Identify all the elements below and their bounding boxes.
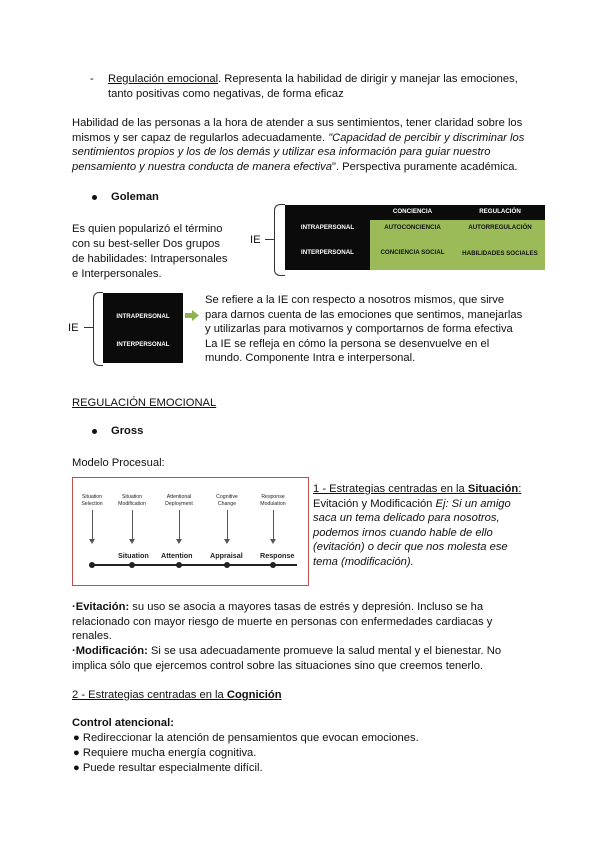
strategy-1-example-line: tema (modificación). <box>313 555 414 568</box>
stage-response: Response <box>260 551 295 560</box>
modificacion-paragraph <box>72 644 528 673</box>
strategy-1-example-line: (evitación) o decir que nos molesta ese <box>313 541 508 553</box>
ie-box-interpersonal: INTERPERSONAL <box>116 341 170 348</box>
strategy-1 <box>313 482 528 569</box>
cell-autorregulacion: AUTORREGULACIÓN <box>455 220 545 238</box>
regulacion-heading: REGULACIÓN EMOCIONAL <box>72 397 217 409</box>
row-header-intrapersonal: INTRAPERSONAL <box>285 220 370 238</box>
col-header-regulacion: REGULACIÓN <box>455 205 545 220</box>
goleman-description <box>72 222 237 282</box>
ie-description <box>205 293 529 366</box>
ie-box-intrapersonal: INTRAPERSONAL <box>116 313 170 320</box>
goleman-brace <box>274 204 285 276</box>
evitacion-label: ·Evitación: <box>72 601 130 613</box>
down-arrow-icon <box>179 510 180 540</box>
list-item: ● Redireccionar la atención de pensamientos que evocan emociones. <box>73 732 419 744</box>
diagram-label-cognitive-change: Cognitive Change <box>216 494 238 507</box>
diagram-label-response-modulation: Response Modulation <box>260 494 286 507</box>
down-arrow-icon <box>132 510 133 540</box>
cell-autoconciencia: AUTOCONCIENCIA <box>370 220 455 238</box>
timeline-dot <box>89 562 95 568</box>
down-arrow-icon <box>273 510 274 540</box>
brace-tick <box>84 327 93 328</box>
gross-process-diagram <box>72 477 309 586</box>
habilidad-line1: Habilidad de las personas a la hora de atender a sus sentimientos, tener claridad sobre los <box>72 117 523 129</box>
arrow-right-icon <box>185 310 199 321</box>
diagram-label-situation-selection: Situation Selection <box>81 494 103 507</box>
col-header-conciencia: CONCIENCIA <box>370 205 455 220</box>
bullet-icon <box>92 429 97 434</box>
strategy-1-line2: Evitación y Modificación <box>313 497 436 510</box>
cell-habilidades-sociales: HABILIDADES SOCIALES <box>455 238 545 270</box>
table-corner <box>285 205 370 220</box>
goleman-desc-line: Es quien popularizó el término <box>72 223 223 235</box>
strategy-1-title-bold: Situación <box>467 483 519 495</box>
habilidad-line4: pensamiento y nuestra conducta de manera efectiva <box>72 160 332 173</box>
goleman-heading <box>92 190 159 205</box>
habilidad-quote-start: "Capacidad de percibir y discriminar los <box>328 131 525 144</box>
goleman-desc-line: e Interpersonales. <box>72 268 162 280</box>
gross-heading <box>92 424 143 439</box>
down-arrow-icon <box>92 510 93 540</box>
stage-appraisal: Appraisal <box>210 551 243 560</box>
intro-term: Regulación emocional <box>108 73 219 85</box>
modificacion-line2: implica sólo que ejercemos control sobre las situaciones sino que creemos tenerlo. <box>72 659 484 672</box>
strategy-2-title <box>72 688 282 703</box>
brace-tick <box>265 239 274 240</box>
modificacion-line1: Si se usa adecuadamente promueve la salud mental y el bienestar. No <box>147 645 502 657</box>
ie-desc-line: La IE se refleja en cómo la persona se desenvuelve en el <box>205 337 490 350</box>
ie-desc-line: para darnos cuenta de las emociones que sentimos, manejarlas <box>205 308 523 321</box>
stage-situation: Situation <box>118 551 149 560</box>
goleman-desc-line: de habilidades: Intrapersonales <box>72 253 228 265</box>
ie-desc-line: y utilizarlas para motivarnos y comportarnos de forma efectiva <box>205 323 513 335</box>
evitacion-line3: renales. <box>72 630 112 642</box>
ie-desc-line: mundo. Componente Intra e interpersonal. <box>205 352 416 364</box>
strategy-1-title-post: : <box>518 483 522 495</box>
intro-dash: - <box>90 73 94 85</box>
gross-title: Gross <box>111 425 144 437</box>
goleman-title: Goleman <box>111 191 159 203</box>
strategy-1-title <box>313 482 528 497</box>
bullet-icon <box>92 195 97 200</box>
strategy-1-example-line: saca un tema delicado para nosotros, <box>313 512 500 524</box>
cell-conciencia-social: CONCIENCIA SOCIAL <box>370 238 455 270</box>
timeline-dot <box>270 562 276 568</box>
modificacion-label: ·Modificación: <box>72 645 148 657</box>
habilidad-line4-rest: ". Perspectiva puramente académica. <box>331 160 518 173</box>
habilidad-line2: mismos y ser capaz de regularlos adecuadamente. <box>72 131 329 144</box>
goleman-desc-line: con su best-seller Dos grupos <box>72 238 220 250</box>
habilidad-line3: sentimientos propios y los de los demás y utilizar esa información para guiar nuestro <box>72 146 491 158</box>
ie-label: IE <box>68 322 79 334</box>
stage-attention: Attention <box>161 551 193 560</box>
strategy-1-example-line: podemos irnos cuando hable de ello <box>313 526 493 539</box>
habilidad-paragraph <box>72 116 528 174</box>
down-arrow-icon <box>227 510 228 540</box>
timeline-dot <box>224 562 230 568</box>
ie-desc-line: Se refiere a la IE con respecto a nosotros mismos, que sirve <box>205 294 505 306</box>
timeline-dot <box>176 562 182 568</box>
control-atencional-heading: Control atencional: <box>72 717 174 729</box>
ie-brace <box>93 292 103 366</box>
strategy-2-title-pre: 2 - Estrategias centradas en la <box>72 689 227 701</box>
intro-paragraph <box>108 72 538 101</box>
list-item: ● Puede resultar especialmente difícil. <box>73 762 263 774</box>
ie-box <box>103 293 183 363</box>
intro-line2: tanto positivas como negativas, de forma eficaz <box>108 87 344 100</box>
timeline-dot <box>129 562 135 568</box>
row-header-interpersonal: INTERPERSONAL <box>285 238 370 270</box>
goleman-ie-label: IE <box>250 234 261 246</box>
evitacion-line2: relacionado con mayor riesgo de muerte en personas con enfermedades cardiacas y <box>72 615 493 628</box>
process-timeline <box>91 564 297 566</box>
diagram-label-situation-modification: Situation Modification <box>118 494 146 507</box>
list-item: ● Requiere mucha energía cognitiva. <box>73 747 257 759</box>
diagram-label-attentional-deployment: Attentional Deployment <box>165 494 193 507</box>
strategy-1-title-pre: 1 - Estrategias centradas en la <box>313 483 468 495</box>
evitacion-paragraph <box>72 600 528 644</box>
strategy-2-title-bold: Cognición <box>226 689 282 701</box>
intro-line1: . Representa la habilidad de dirigir y manejar las emociones, <box>218 73 518 85</box>
goleman-table <box>285 205 545 270</box>
evitacion-line1: su uso se asocia a mayores tasas de estrés y depresión. Incluso se ha <box>129 601 484 613</box>
modelo-procesual: Modelo Procesual: <box>72 457 165 469</box>
strategy-1-example: Ej: Si un amigo <box>435 497 511 510</box>
